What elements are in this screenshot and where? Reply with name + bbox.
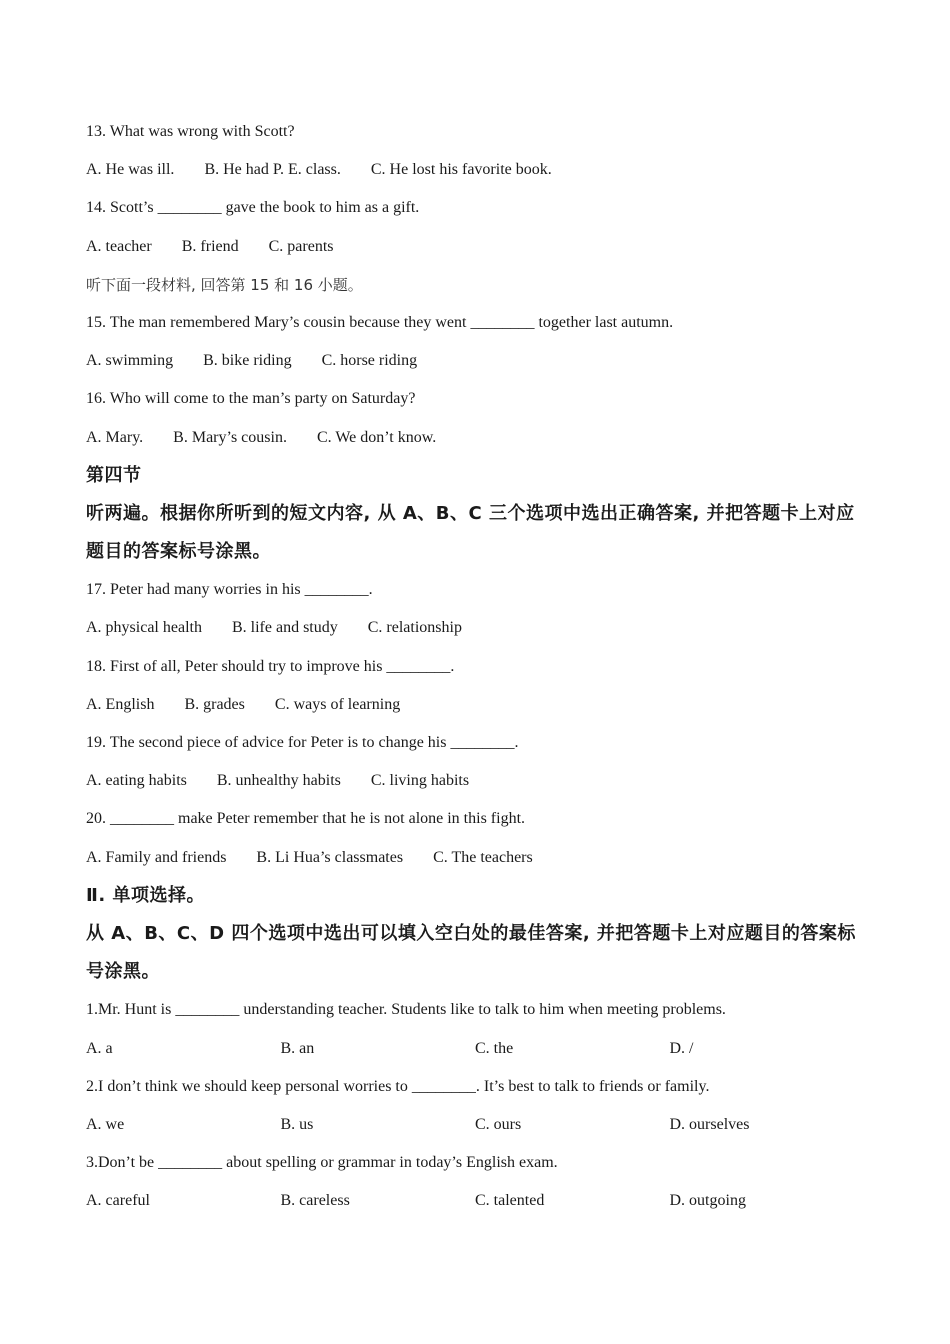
options-20 [86, 844, 876, 882]
options-18 [86, 691, 876, 729]
mc-option-1-c: C. the [475, 1039, 514, 1057]
question-17: 17. Peter had many worries in his ________. [86, 581, 373, 599]
option-18-c: C. ways of learning [274, 695, 401, 713]
option-15-a: A. swimming [86, 352, 174, 370]
option-19-b: B. unhealthy habits [216, 772, 341, 790]
option-19-a: A. eating habits [86, 772, 187, 790]
mc-option-3-d: D. outgoing [669, 1192, 746, 1210]
mc-option-3-a: A. careful [86, 1192, 150, 1210]
option-14-c: C. parents [268, 237, 334, 255]
question-18: 18. First of all, Peter should try to improve his ________. [86, 657, 455, 675]
option-17-b: B. life and study [231, 619, 338, 637]
mc-option-2-d: D. ourselves [669, 1115, 750, 1133]
options-15 [86, 347, 876, 385]
question-20: 20. ________ make Peter remember that he is not alone in this fight. [86, 810, 526, 828]
option-13-b: B. He had P. E. class. [204, 161, 341, 179]
mc-options-1 [86, 1035, 876, 1073]
mc-option-1-a: A. a [86, 1039, 113, 1057]
options-16 [86, 424, 876, 462]
part-2-instruction-line-1: 从 A、B、C、D 四个选项中选出可以填入空白处的最佳答案, 并把答题卡上对应题目的答案标 [86, 922, 856, 944]
option-13-a: A. He was ill. [86, 161, 175, 179]
option-14-a: A. teacher [86, 237, 152, 255]
option-17-a: A. physical health [86, 619, 202, 637]
section-4-title: 第四节 [86, 464, 142, 486]
options-14 [86, 233, 876, 271]
option-20-c: C. The teachers [433, 848, 533, 866]
listening-note-15-16: 听下面一段材料, 回答第 15 和 16 小题。 [86, 275, 363, 294]
option-18-b: B. grades [184, 695, 245, 713]
question-15: 15. The man remembered Mary’s cousin because they went ________ together last autumn. [86, 313, 674, 331]
question-13: 13. What was wrong with Scott? [86, 123, 295, 140]
mc-option-2-b: B. us [280, 1115, 314, 1133]
mc-option-3-c: C. talented [475, 1192, 545, 1210]
mc-option-1-d: D. / [669, 1039, 694, 1057]
mc-question-3: 3.Don’t be ________ about spelling or grammar in today’s English exam. [86, 1154, 558, 1172]
options-17 [86, 614, 876, 652]
mc-question-2: 2.I don’t think we should keep personal worries to ________. It’s best to talk to friends or family. [86, 1077, 710, 1095]
mc-option-3-b: B. careless [280, 1192, 350, 1210]
option-16-a: A. Mary. [86, 428, 144, 446]
option-18-a: A. English [86, 695, 155, 713]
option-15-c: C. horse riding [321, 352, 418, 370]
option-16-b: B. Mary’s cousin. [173, 428, 287, 446]
question-16: 16. Who will come to the man’s party on Saturday? [86, 390, 416, 408]
option-19-c: C. living habits [370, 772, 470, 790]
option-13-c: C. He lost his favorite book. [370, 161, 552, 179]
option-16-c: C. We don’t know. [316, 428, 437, 446]
option-20-b: B. Li Hua’s classmates [256, 848, 404, 866]
section-4-instruction-line-1: 听两遍。根据你所听到的短文内容, 从 A、B、C 三个选项中选出正确答案, 并把答题卡上对应 [86, 502, 855, 524]
mc-option-1-b: B. an [280, 1039, 315, 1057]
exam-page [86, 118, 876, 1225]
mc-options-2 [86, 1111, 876, 1149]
part-2-title: Ⅱ. 单项选择。 [86, 884, 205, 906]
options-13 [86, 156, 876, 194]
part-2-instruction-line-2: 号涂黑。 [86, 961, 160, 983]
option-15-b: B. bike riding [203, 352, 292, 370]
option-17-c: C. relationship [367, 619, 462, 637]
mc-question-1: 1.Mr. Hunt is ________ understanding teacher. Students like to talk to him when meeting problems. [86, 1001, 726, 1019]
mc-options-3 [86, 1187, 876, 1225]
mc-option-2-a: A. we [86, 1115, 125, 1133]
option-14-b: B. friend [181, 237, 239, 255]
options-19 [86, 767, 876, 805]
section-4-instruction-line-2: 题目的答案标号涂黑。 [86, 541, 271, 563]
question-14: 14. Scott’s ________ gave the book to him as a gift. [86, 199, 420, 217]
question-19: 19. The second piece of advice for Peter is to change his ________. [86, 734, 519, 751]
mc-option-2-c: C. ours [475, 1115, 522, 1133]
option-20-a: A. Family and friends [86, 848, 227, 866]
